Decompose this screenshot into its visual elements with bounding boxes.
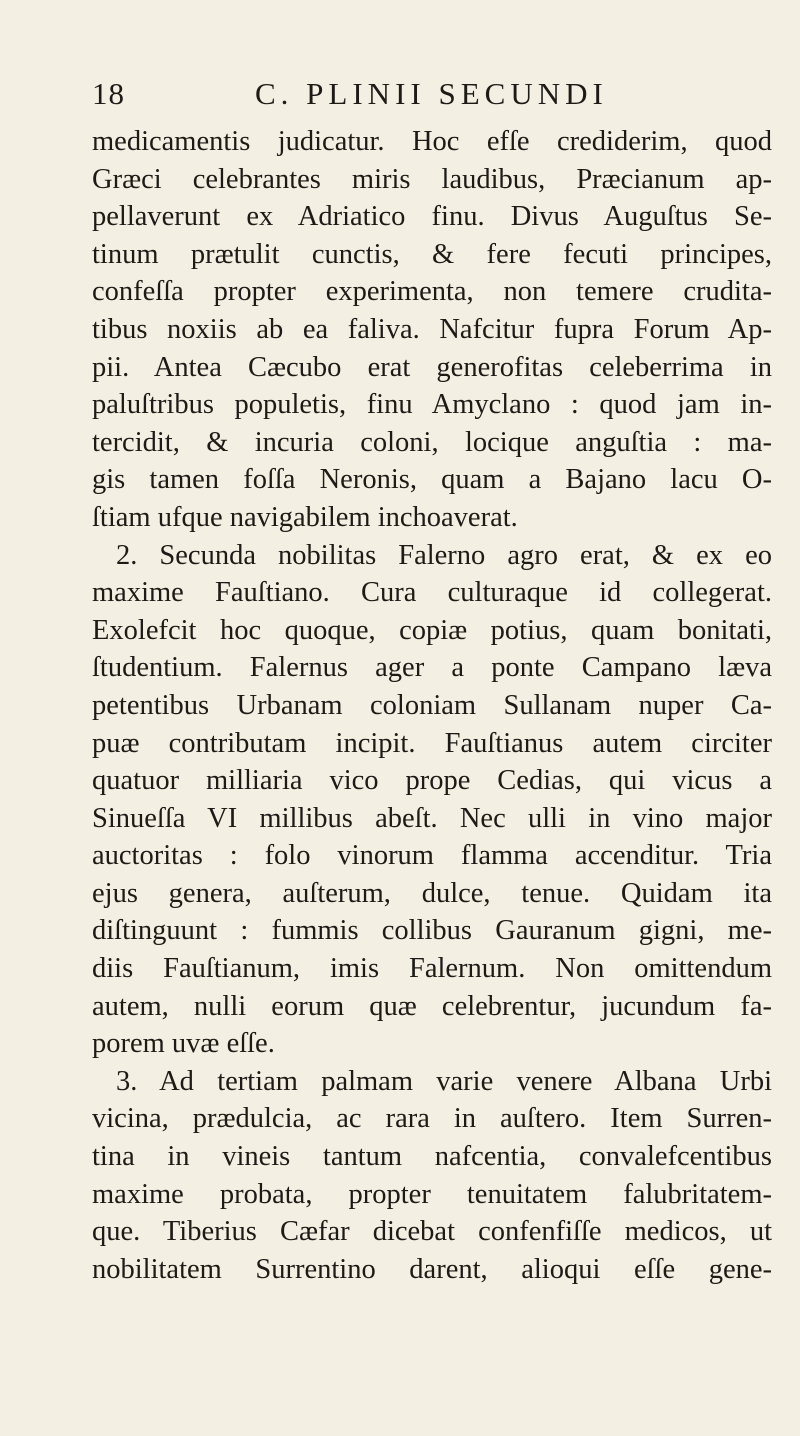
paragraph-end-line: ſtiam ufque navigabilem inchoaverat. [92,501,518,533]
text-line: paluſtribus populetis, finu Amyclano : quod jam in- [92,389,772,421]
text-line: medicamentis judicatur. Hoc efſe crediderim, quod [92,126,772,157]
page-header [92,76,682,116]
page-number: 18 [92,76,125,111]
text-line: maxime Fauſtiano. Cura culturaque id collegerat. [92,577,772,609]
text-line: nobilitatem Surrentino darent, alioqui eſſe gene- [92,1253,772,1285]
text-line: tina in vineis tantum nafcentia, convalefcentibus [92,1141,772,1173]
paragraph-start-line: 3. Ad tertiam palmam varie venere Albana Urbi [116,1065,772,1097]
text-line: puæ contributam incipit. Fauſtianus autem circiter [92,727,772,759]
text-line: tibus noxiis ab ea faliva. Nafcitur fupra Forum Ap- [92,313,772,345]
text-line: petentibus Urbanam coloniam Sullanam nuper Ca- [92,689,772,721]
text-line: vicina, prædulcia, ac rara in auſtero. Item Surren- [92,1103,772,1135]
text-line: tinum prætulit cunctis, & fere fecuti principes, [92,238,772,270]
text-line: Græci celebrantes miris laudibus, Præcianum ap- [92,163,772,195]
text-line: tercidit, & incuria coloni, locique anguſtia : ma- [92,426,772,458]
text-line: gis tamen foſſa Neronis, quam a Bajano lacu O- [92,464,772,496]
text-line: ejus genera, auſterum, dulce, tenue. Quidam ita [92,877,772,909]
text-line: ſtudentium. Falernus ager a ponte Campano læva [92,652,772,684]
text-line: autem, nulli eorum quæ celebrentur, jucundum fa- [92,990,772,1022]
text-line: Exolefcit hoc quoque, copiæ potius, quam bonitati, [92,614,772,646]
paragraph-start-line: 2. Secunda nobilitas Falerno agro erat, & ex eo [116,539,772,571]
text-line: confeſſa propter experimenta, non temere crudita- [92,276,772,308]
paragraph-end-line: porem uvæ eſſe. [92,1028,275,1060]
text-line: pellaverunt ex Adriatico finu. Divus Auguſtus Se- [92,201,772,233]
text-line: maxime probata, propter tenuitatem falubritatem- [92,1178,772,1210]
text-line: que. Tiberius Cæfar dicebat confenfiſſe medicos, ut [92,1216,772,1248]
text-line: pii. Antea Cæcubo erat generofitas celeberrima in [92,351,772,383]
body-text [92,123,772,1288]
text-line: auctoritas : folo vinorum flamma accenditur. Tria [92,840,772,872]
text-line: quatuor milliaria vico prope Cedias, qui vicus a [92,765,772,797]
text-line: diſtinguunt : fummis collibus Gauranum gigni, me- [92,915,772,947]
text-line: diis Fauſtianum, imis Falernum. Non omittendum [92,953,772,985]
text-line: Sinueſſa VI millibus abeſt. Nec ulli in vino major [92,802,772,834]
running-head: C. PLINII SECUNDI [255,76,608,111]
